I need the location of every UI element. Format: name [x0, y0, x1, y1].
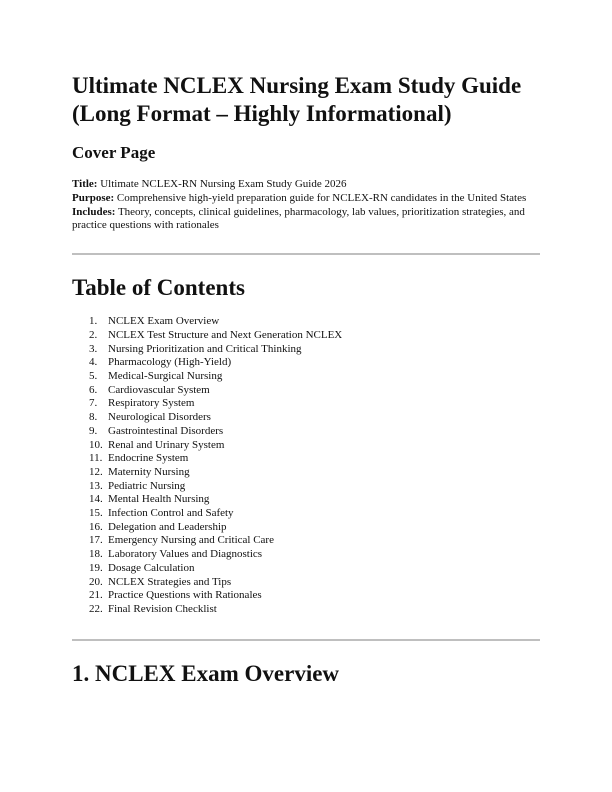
toc-item-label: NCLEX Test Structure and Next Generation NCLEX	[108, 328, 343, 341]
toc-item-number: 19.	[89, 561, 103, 574]
toc-item-label: Laboratory Values and Diagnostics	[108, 548, 263, 561]
toc-item	[89, 370, 540, 384]
meta-includes-row	[72, 206, 540, 234]
toc-item	[89, 438, 540, 453]
toc-item-number: 9.	[89, 424, 98, 437]
document-title: Ultimate NCLEX Nursing Exam Study Guide (Long Format – Highly Informational)	[72, 73, 522, 126]
toc-item-label: Gastrointestinal Disorders	[108, 424, 224, 437]
section-heading-nclex-overview: 1. NCLEX Exam Overview	[72, 660, 340, 686]
toc-item-number: 16.	[89, 520, 103, 533]
toc-item-number: 18.	[89, 548, 103, 561]
toc-item	[89, 342, 540, 357]
toc-item-label: Cardiovascular System	[108, 383, 210, 396]
meta-value: Ultimate NCLEX-RN Nursing Exam Study Guide 2026	[97, 178, 347, 190]
toc-item-label: Maternity Nursing	[108, 465, 190, 478]
toc-item-label: Pharmacology (High-Yield)	[108, 356, 232, 369]
toc-item-label: Respiratory System	[108, 397, 195, 410]
toc-item	[89, 452, 540, 466]
toc-item	[89, 356, 540, 370]
toc-item-label: Medical-Surgical Nursing	[108, 370, 223, 382]
toc-item	[89, 493, 540, 507]
toc-item	[89, 507, 540, 521]
toc-item-label: Endocrine System	[108, 452, 189, 465]
toc-item-number: 10.	[89, 438, 103, 451]
toc-heading: Table of Contents	[72, 275, 245, 301]
meta-key: Includes:	[72, 205, 116, 218]
section-divider	[72, 639, 540, 641]
toc-item-number: 15.	[89, 507, 103, 520]
section-divider	[72, 253, 540, 255]
toc-item-number: 7.	[89, 397, 98, 410]
toc-item-number: 12.	[89, 465, 103, 478]
toc-item	[89, 520, 540, 535]
toc-item	[89, 548, 540, 562]
toc-item-label: NCLEX Strategies and Tips	[108, 575, 232, 588]
toc-item-label: Pediatric Nursing	[108, 479, 186, 492]
toc-item-label: Mental Health Nursing	[108, 493, 210, 506]
meta-key: Title:	[72, 178, 98, 190]
toc-item-number: 17.	[89, 534, 103, 547]
toc-item	[89, 411, 540, 425]
toc-item-number: 11.	[89, 452, 103, 465]
toc-item-number: 22.	[89, 602, 103, 615]
toc-item-number: 5.	[89, 370, 98, 382]
toc-item	[89, 534, 540, 548]
toc-item-number: 8.	[89, 411, 98, 424]
meta-value: Comprehensive high-yield preparation guide for NCLEX-RN candidates in the United States	[114, 191, 527, 204]
toc-item-label: Delegation and Leadership	[108, 520, 227, 533]
document-page	[72, 72, 540, 687]
toc-item-number: 13.	[89, 479, 103, 492]
toc-item-label: Nursing Prioritization and Critical Thinking	[108, 342, 302, 355]
toc-item-number: 4.	[89, 356, 98, 369]
toc-item-label: NCLEX Exam Overview	[108, 315, 220, 328]
toc-item-label: Neurological Disorders	[108, 411, 211, 424]
meta-value: Theory, concepts, clinical guidelines, pharmacology, lab values, prioritization strategies, and practice questions with rationales	[72, 205, 525, 232]
toc-item-label: Infection Control and Safety	[108, 507, 234, 520]
toc-item	[89, 561, 540, 576]
toc-item-number: 14.	[89, 493, 103, 506]
toc-item	[89, 589, 540, 603]
cover-page-heading: Cover Page	[72, 143, 156, 162]
toc-item-label: Final Revision Checklist	[108, 602, 217, 615]
toc-item-number: 21.	[89, 589, 103, 602]
toc-item	[89, 465, 540, 480]
toc-item-label: Renal and Urinary System	[108, 438, 225, 451]
toc-item	[89, 383, 540, 398]
toc-item-label: Emergency Nursing and Critical Care	[108, 534, 274, 547]
toc-item	[89, 424, 540, 439]
toc-item-number: 2.	[89, 328, 98, 341]
table-of-contents-list	[72, 315, 540, 616]
toc-item-number: 3.	[89, 342, 98, 355]
toc-item-number: 20.	[89, 575, 103, 588]
toc-item	[89, 328, 540, 343]
meta-key: Purpose:	[72, 191, 115, 204]
toc-item-label: Practice Questions with Rationales	[108, 589, 262, 602]
toc-item-number: 6.	[89, 383, 98, 396]
toc-item-label: Dosage Calculation	[108, 561, 195, 574]
cover-metadata	[72, 178, 540, 233]
meta-purpose-row	[72, 192, 540, 206]
toc-item	[89, 397, 540, 411]
toc-item	[89, 315, 540, 329]
toc-item-number: 1.	[89, 315, 98, 328]
toc-item	[89, 575, 540, 590]
toc-item	[89, 479, 540, 494]
meta-title-row	[72, 178, 540, 192]
toc-item	[89, 602, 540, 617]
